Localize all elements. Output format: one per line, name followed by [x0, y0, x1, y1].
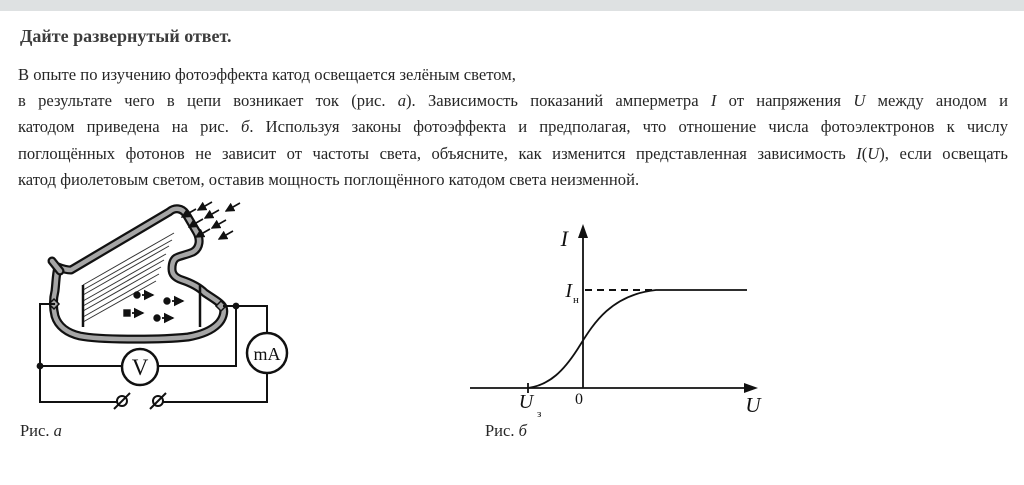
top-bar [0, 0, 1024, 11]
math-symbol: б [241, 117, 250, 137]
graph-axes [470, 224, 758, 393]
y-axis-label: I [560, 226, 568, 251]
milliammeter [247, 333, 287, 373]
text-run: от напряжения [716, 91, 854, 111]
text-run: ), если освещать [879, 143, 1008, 163]
text-run: катодом приведена на рис. [18, 117, 241, 137]
light-rays [83, 233, 174, 322]
paragraph-line [18, 141, 1008, 167]
text-run: ( [861, 143, 868, 163]
junction-dot-left [37, 363, 44, 370]
paragraph-line [18, 114, 1008, 140]
figure-b-caption [485, 421, 527, 441]
figure-a-caption-prefix: Рис. [20, 421, 54, 440]
page-title: Дайте развернутый ответ. [20, 26, 232, 46]
voltmeter-label: V [131, 355, 149, 380]
saturation-current-subscript: н [573, 294, 579, 306]
x-axis-label: U [745, 393, 761, 417]
terminal-plug-icons [114, 393, 166, 409]
paragraph-line [18, 88, 1008, 114]
math-symbol: I [710, 91, 717, 111]
figure-b-caption-prefix: Рис. [485, 421, 519, 440]
text-run: в результате чего в цепи возникает ток (рис. [18, 91, 398, 111]
milliammeter-label: mA [253, 344, 281, 364]
paragraph-line [18, 167, 1008, 193]
stopping-voltage-subscript: з [537, 408, 542, 420]
math-symbol: а [397, 91, 407, 111]
photoelectrons [124, 292, 183, 321]
voltmeter [122, 349, 158, 385]
text-run: между анодом и [865, 91, 1009, 111]
iu-curve [528, 290, 747, 388]
math-symbol: U [853, 91, 866, 111]
math-symbol: U [867, 143, 880, 163]
figure-b-caption-letter: б [518, 421, 527, 440]
paragraph-line [18, 62, 1008, 88]
figure-a-circuit-diagram [10, 200, 310, 430]
origin-label: 0 [575, 391, 583, 408]
text-run: В опыте по изучению фотоэффекта катод освещается зелёным светом, [18, 65, 516, 84]
saturation-current-label: I [565, 280, 572, 302]
text-run: поглощённых фотонов не зависит от частоты света, объясните, как изменится представленная зависимость [18, 143, 857, 163]
stopping-voltage-label: U [518, 391, 534, 413]
text-run: . Используя законы фотоэффекта и предполагая, что отношение числа фотоэлектронов к числу [249, 117, 1008, 137]
figure-b-iu-graph [460, 200, 770, 430]
figure-a-caption-letter: а [53, 421, 62, 440]
junction-dot-right [233, 303, 240, 310]
figure-a-caption [20, 421, 62, 441]
text-run: катод фиолетовым светом, оставив мощность поглощённого катодом света неизменной. [18, 169, 640, 189]
text-run: ). Зависимость показаний амперметра [406, 91, 711, 111]
problem-paragraph [18, 62, 1008, 193]
math-symbol: I [856, 143, 862, 163]
